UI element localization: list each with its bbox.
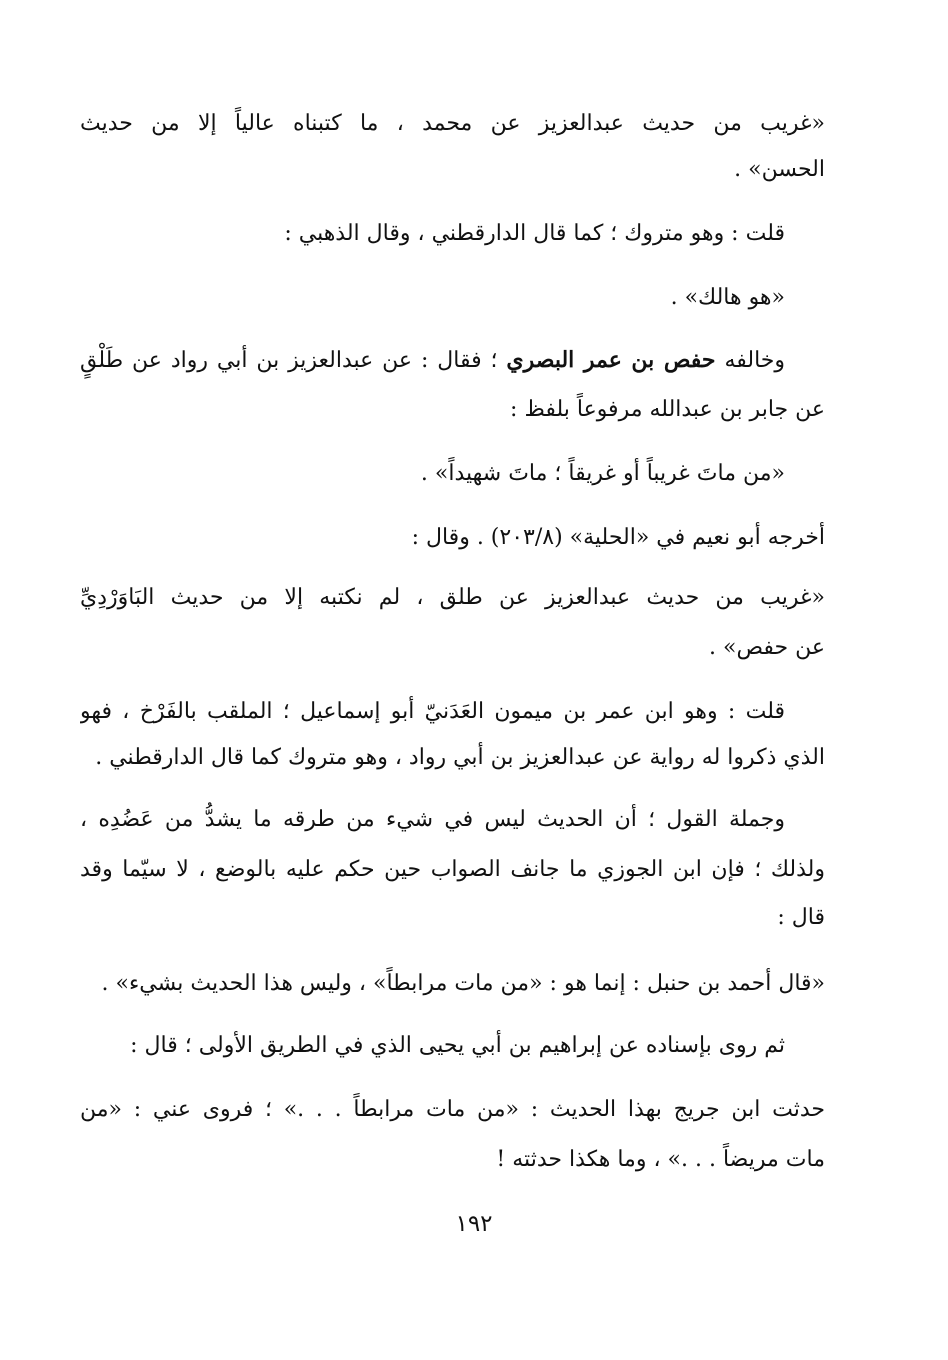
text-line: وجملة القول ؛ أن الحديث ليس في شيء من طرقه ما يشدُّ من عَضُدِه ، [80, 807, 785, 832]
text-line: «غريب من حديث عبدالعزيز عن طلق ، لم نكتبه إلا من حديث البَاوَرْدِيِّ [80, 585, 825, 610]
text-line: الحسن» . [734, 157, 825, 182]
text-fragment: وخالفه [724, 348, 785, 373]
text-line: قلت : وهو ابن عمر بن ميمون العَدَنيّ أبو إسماعيل ؛ الملقب بالفَرْخ ، فهو [80, 699, 785, 724]
text-line: «هو هالك» . [670, 285, 785, 310]
text-line: أخرجه أبو نعيم في «الحلية» (٢٠٣/٨) . وقال : [411, 525, 825, 550]
text-line: حدثت ابن جريج بهذا الحديث : «من مات مرابطاً . . .» ؛ فروى عني : «من [80, 1097, 825, 1122]
narrator-name: حفص بن عمر البصري [506, 347, 716, 373]
text-line: ثم روى بإسناده عن إبراهيم بن أبي يحيى الذي في الطريق الأولى ؛ قال : [130, 1033, 785, 1058]
text-line: «غريب من حديث عبدالعزيز عن محمد ، ما كتبناه عالياً إلا من حديث [80, 111, 825, 136]
text-fragment: ؛ فقال : عن عبدالعزيز بن أبي رواد عن طَلْقٍ [80, 348, 498, 373]
text-line: مات مريضاً . . .» ، وما هكذا حدثته ! [496, 1147, 825, 1172]
text-line: عن جابر بن عبدالله مرفوعاً بلفظ : [510, 397, 825, 422]
text-line: قال : [777, 905, 825, 930]
page-number: ١٩٢ [455, 1211, 493, 1237]
text-line [80, 340, 825, 381]
text-line: «من ماتَ غريباً أو غريقاً ؛ ماتَ شهيداً» . [420, 461, 785, 486]
text-line: الذي ذكروا له رواية عن عبدالعزيز بن أبي رواد ، وهو متروك كما قال الدارقطني . [95, 745, 825, 770]
text-line: ولذلك ؛ فإن ابن الجوزي ما جانف الصواب حين حكم عليه بالوضع ، لا سيّما وقد [80, 857, 825, 882]
text-line: عن حفص» . [709, 635, 825, 660]
text-line: «قال أحمد بن حنبل : إنما هو : «من مات مرابطاً» ، وليس هذا الحديث بشيء» . [101, 971, 825, 996]
text-line: قلت : وهو متروك ؛ كما قال الدارقطني ، وقال الذهبي : [284, 221, 785, 246]
